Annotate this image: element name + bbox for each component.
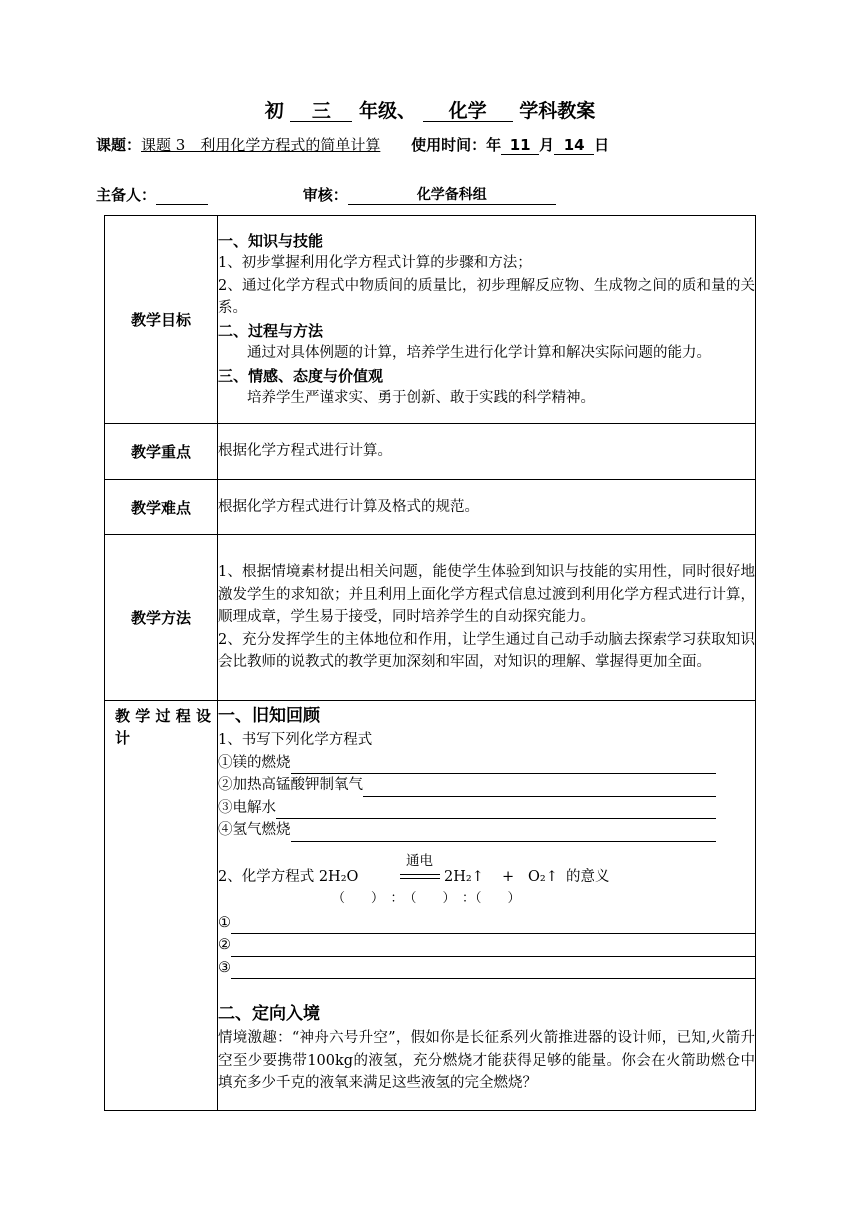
- process-row: [105, 701, 756, 1111]
- method-item-2: 2、充分发挥学生的主体地位和作用，让学生通过自己动手动脑去探索学习获取知识会比教师的说教式的教学更加深刻和牢固，对知识的理解、掌握得更加全面。: [218, 631, 755, 671]
- answer-line: [291, 755, 717, 774]
- month-value: 11: [501, 136, 539, 155]
- blank-kmno4: [218, 774, 716, 797]
- answer-line: [291, 823, 717, 842]
- equation-product-h2: 2H₂↑: [444, 868, 484, 885]
- method-label: 教学方法: [105, 535, 218, 701]
- equation-product-o2: O₂↑: [528, 868, 558, 885]
- review-question-1: 1、书写下列化学方程式: [218, 732, 373, 748]
- goals-attitude-text: 培养学生严谨求实、勇于创新、敢于实践的科学精神。: [247, 390, 595, 406]
- method-item-1: 1、根据情境素材提出相关问题，能使学生体验到知识与技能的实用性，同时很好地激发学生的求知欲；并且利用上面化学方程式信息过渡到利用化学方程式进行计算，顺理成章，学生易于接受，同时培养学生的自动探究能力。: [218, 564, 755, 626]
- grade-value: 三: [290, 101, 352, 122]
- key-content: 根据化学方程式进行计算。: [218, 424, 756, 480]
- process-label: 教 学 过 程 设计: [105, 701, 218, 1111]
- goals-heading-knowledge: 一、知识与技能: [218, 231, 324, 250]
- goals-label: 教学目标: [105, 216, 218, 424]
- key-label: 教学重点: [105, 424, 218, 480]
- item-mg: ①镁的燃烧: [218, 754, 291, 771]
- equation-ratio-blanks: （ ） ： （ ） ：（ ）: [332, 890, 521, 906]
- goals-row: [105, 216, 756, 424]
- meaning-marker-3: ③: [218, 959, 231, 976]
- key-row: [105, 424, 756, 480]
- item-kmno4: ②加热高锰酸钾制氧气: [218, 777, 363, 793]
- section-review-heading: 一、旧知回顾: [218, 706, 320, 726]
- subject-value: 化学: [423, 101, 513, 122]
- item-electrolysis: ③电解水: [218, 799, 276, 816]
- time-label: 使用时间：年: [411, 136, 502, 154]
- item-h2: ④氢气燃烧: [218, 822, 291, 838]
- equation-block: [218, 852, 755, 906]
- reviewer-label: 审核：: [302, 186, 348, 204]
- answer-line: [231, 938, 755, 957]
- method-row: [105, 535, 756, 701]
- goals-heading-attitude: 三、情感、态度与价值观: [218, 366, 384, 385]
- preparer-blank: [156, 186, 208, 205]
- equation-plus: +: [502, 868, 515, 885]
- blank-h2-combustion: [218, 819, 716, 842]
- meaning-line-2: [218, 934, 755, 957]
- blank-mg-combustion: [218, 752, 716, 775]
- page-title: [0, 96, 860, 123]
- difficulty-content: 根据化学方程式进行计算及格式的规范。: [218, 480, 756, 535]
- method-content: [218, 535, 756, 701]
- section-scenario-heading: 二、定向入境: [218, 1004, 320, 1024]
- difficulty-label: 教学难点: [105, 480, 218, 535]
- goals-item-1: 1、初步掌握利用化学方程式计算的步骤和方法；: [218, 255, 532, 271]
- meaning-marker-2: ②: [218, 937, 231, 953]
- title-suffix: 学科教案: [519, 100, 596, 122]
- staff-line: [96, 184, 556, 205]
- answer-line: [231, 960, 755, 979]
- goals-heading-process: 二、过程与方法: [218, 321, 324, 340]
- meaning-marker-1: ①: [218, 914, 231, 931]
- answer-line: [363, 778, 716, 797]
- blank-electrolysis: [218, 797, 716, 820]
- title-prefix: 初: [264, 100, 284, 122]
- reviewer-value: 化学备科组: [348, 184, 556, 205]
- equation-meaning-label: 的意义: [566, 868, 610, 885]
- meaning-line-3: [218, 957, 755, 980]
- day-value: 14: [554, 136, 594, 155]
- topic-value: 课题 3 利用化学方程式的简单计算: [141, 136, 381, 154]
- topic-label: 课题：: [96, 136, 142, 154]
- meaning-line-1: [218, 912, 755, 935]
- answer-line: [276, 800, 716, 819]
- process-content: [218, 701, 756, 1111]
- day-unit: 日: [594, 136, 610, 154]
- title-grade-suffix: 年级、: [358, 100, 416, 122]
- preparer-label: 主备人：: [96, 186, 157, 204]
- month-unit: 月: [539, 136, 555, 154]
- equation-condition: 通电: [406, 852, 433, 869]
- equation-equals-sign: [400, 874, 440, 879]
- lesson-plan-table: [104, 215, 756, 1111]
- scenario-text: 情境激趣：“神舟六号升空”，假如你是长征系列火箭推进器的设计师，已知,火箭升空至少要携带100kg的液氢，充分燃烧才能获得足够的能量。你会在火箭助燃仓中填充多少千克的液氧来满足这些液氢的完全燃烧？: [218, 1030, 755, 1091]
- goals-content: [218, 216, 756, 424]
- equation-reactant: 2、化学方程式 2H₂O: [218, 868, 359, 885]
- answer-line: [231, 915, 755, 934]
- goals-process-text: 通过对具体例题的计算，培养学生进行化学计算和解决实际问题的能力。: [247, 345, 711, 361]
- topic-line: [96, 134, 609, 155]
- goals-item-2: 2、通过化学方程式中物质间的质量比，初步理解反应物、生成物之间的质和量的关系。: [218, 277, 755, 316]
- difficulty-row: [105, 480, 756, 535]
